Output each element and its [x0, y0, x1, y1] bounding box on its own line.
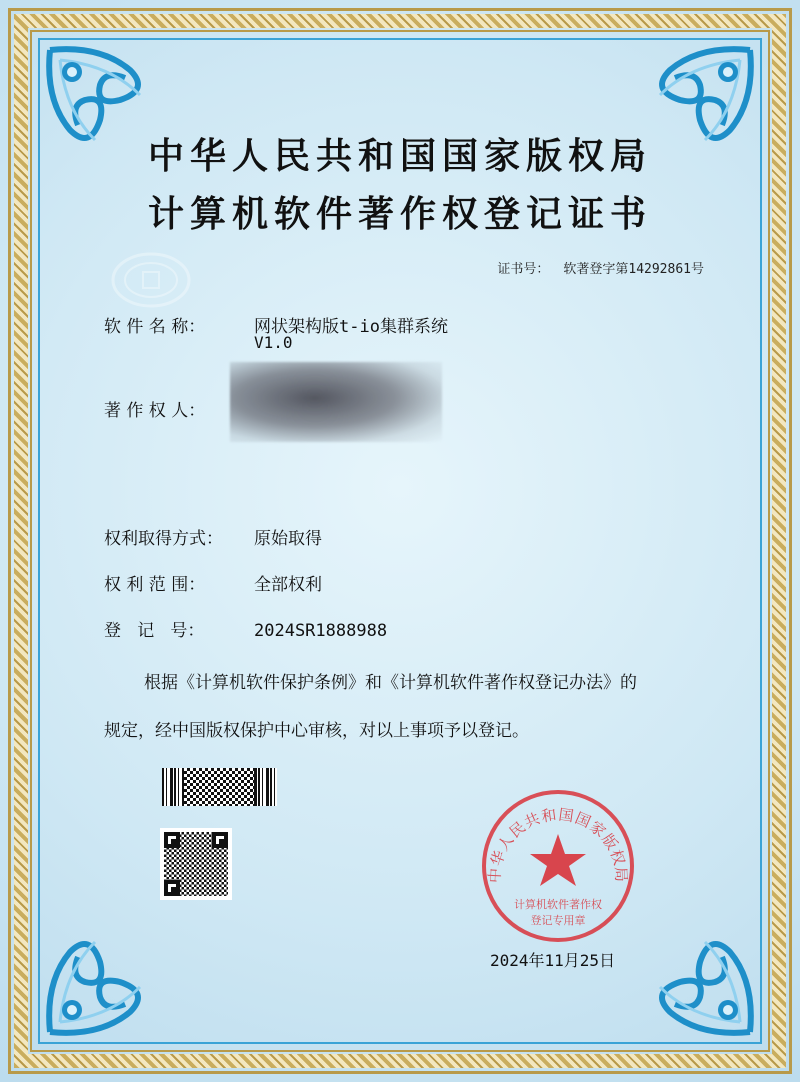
corner-ornament-icon	[40, 922, 190, 1042]
legal-basis-text-cont: 规定，经中国版权保护中心审核，对以上事项予以登记。	[104, 721, 529, 741]
seal-inner-line1: 计算机软件著作权	[514, 898, 602, 911]
certificate-number-value: 软著登字第14292861号	[563, 262, 704, 277]
software-version: V1.0	[254, 333, 293, 352]
certificate-title: 计算机软件著作权登记证书	[147, 193, 652, 235]
certificate-number-label: 证书号：	[497, 262, 550, 277]
certificate-number	[497, 258, 704, 277]
rights-scope-value: 全部权利	[254, 575, 322, 595]
watermark-emblem-icon	[110, 250, 192, 310]
software-name-value: 网状架构版t-io集群系统	[254, 317, 448, 337]
rights-scope-row	[104, 570, 322, 595]
issuer-title: 中华人民共和国国家版权局	[147, 135, 652, 177]
official-seal-stamp	[478, 786, 638, 946]
seal-star-icon	[530, 834, 586, 886]
legal-basis-text: 根据《计算机软件保护条例》和《计算机软件著作权登记办法》的	[144, 673, 637, 693]
redacted-owner-name	[230, 362, 442, 442]
issue-date: 2024年11月25日	[490, 951, 616, 970]
registration-number-value: 2024SR1888988	[254, 621, 388, 641]
rights-scope-label: 权 利 范 围：	[104, 575, 206, 595]
registration-number-row	[104, 616, 387, 641]
barcode-icon	[162, 768, 277, 806]
registration-number-label: 登 记 号：	[104, 621, 205, 641]
rights-method-row	[104, 524, 322, 549]
software-name-label: 软 件 名 称：	[104, 317, 206, 337]
seal-outer-text: 中华人民共和国国家版权局	[485, 805, 631, 884]
seal-inner-line2: 登记专用章	[530, 914, 586, 927]
rights-method-label: 权利取得方式：	[104, 529, 223, 549]
copyright-owner-label: 著 作 权 人：	[104, 401, 206, 421]
rights-method-value: 原始取得	[254, 529, 322, 549]
qr-code-icon	[160, 828, 232, 900]
